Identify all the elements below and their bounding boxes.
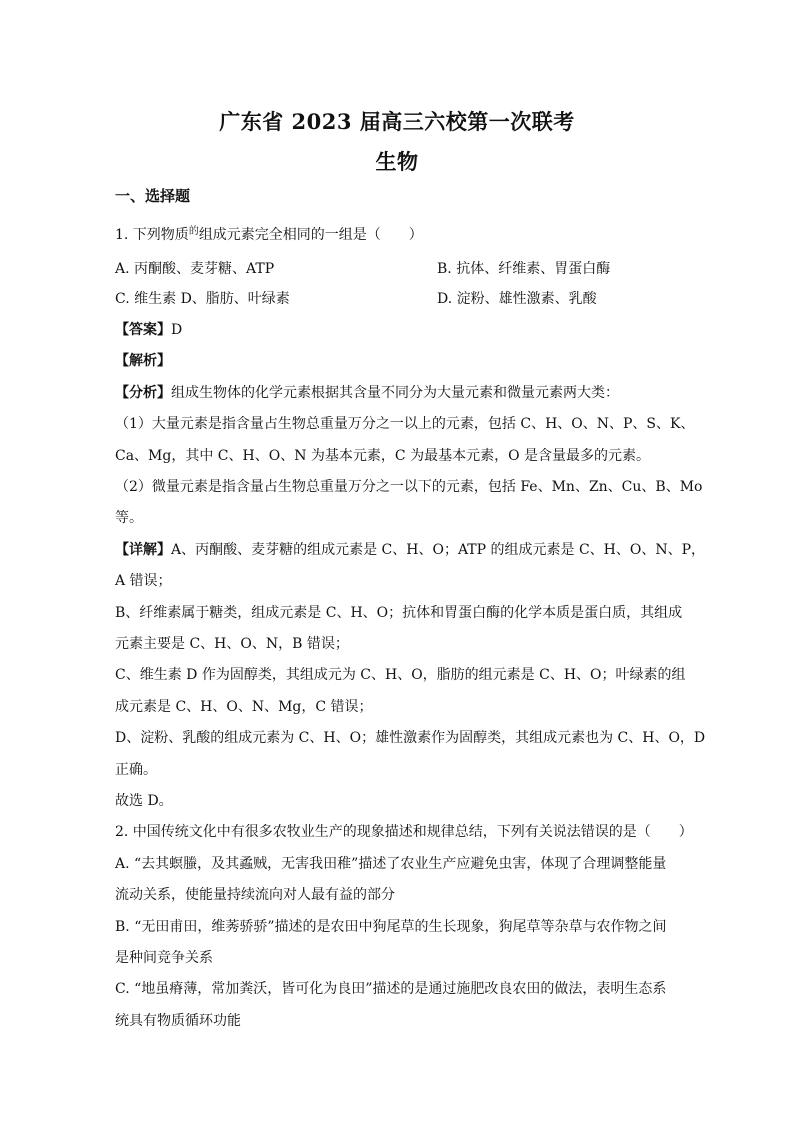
q1-xiangjie xyxy=(115,540,705,560)
q1-line-7: B、纤维素属于糖类，组成元素是 C、H、O；抗体和胃蛋白酶的化学本质是蛋白质，其组成 xyxy=(115,605,683,621)
q1-option-c: C. 维生素 D、脂肪、叶绿素 xyxy=(115,291,290,307)
q1-line-1: （1）大量元素是指含量占生物总重量万分之一以上的元素，包括 C、H、O、N、P、S、K、 xyxy=(115,416,695,432)
fenxi-tag: 【分析】 xyxy=(115,385,171,401)
q1-line-2: Ca、Mg，其中 C、H、O、N 为基本元素，C 为最基本元素，O 是含量最多的元素。 xyxy=(115,448,650,464)
q1-line-9: C、维生素 D 作为固醇类，其组成元为 C、H、O，脂肪的组元素是 C、H、O；叶绿素的组 xyxy=(115,667,686,683)
answer-tag: 【答案】 xyxy=(115,322,171,338)
answer-value: D xyxy=(171,322,183,338)
q1-line-6: A 错误； xyxy=(115,573,172,589)
section-heading: 一、选择题 xyxy=(115,187,191,205)
subject-title: 生物 xyxy=(375,149,419,174)
q1-option-b: B. 抗体、纤维素、胃蛋白酶 xyxy=(437,261,611,277)
q1-stem xyxy=(115,225,423,247)
q1-fenxi xyxy=(115,383,619,403)
xiangjie-text: A、丙酮酸、麦芽糖的组成元素是 C、H、O；ATP 的组成元素是 C、H、O、N、P， xyxy=(171,542,706,558)
q2-option-c-line-2: 统具有物质循环功能 xyxy=(115,1013,241,1029)
q1-line-4: 等。 xyxy=(115,510,143,526)
q1-line-11: D、淀粉、乳酸的组成元素为 C、H、O；雄性激素作为固醇类，其组成元素也为 C、H、O，D xyxy=(115,730,706,746)
fenxi-text: 组成生物体的化学元素根据其含量不同分为大量元素和微量元素两大类： xyxy=(171,385,619,401)
exam-title: 广东省 2023 届高三六校第一次联考 xyxy=(219,109,575,134)
xiangjie-tag: 【详解】 xyxy=(115,542,171,558)
analysis-tag: 【解析】 xyxy=(115,353,171,369)
q1-answer xyxy=(115,320,182,340)
q1-line-12: 正确。 xyxy=(115,762,157,778)
q2-option-b-line-2: 是种间竞争关系 xyxy=(115,950,213,966)
q1-line-13: 故选 D。 xyxy=(115,793,173,809)
q1-line-10: 成元素是 C、H、O、N、Mg，C 错误； xyxy=(115,699,373,715)
q2-stem: 2. 中国传统文化中有很多农牧业生产的现象描述和规律总结，下列有关说法错误的是（ ） xyxy=(115,824,693,840)
q1-line-3: （2）微量元素是指含量占生物总重量万分之一以下的元素，包括 Fe、Mn、Zn、Cu、B、Mo xyxy=(115,479,703,495)
q2-option-a-line-2: 流动关系，使能量持续流向对人最有益的部分 xyxy=(115,887,395,903)
q2-option-b-line-1: B. “无田甫田，维莠骄骄”描述的是农田中狗尾草的生长现象，狗尾草等杂草与农作物之间 xyxy=(115,919,667,935)
q2-option-c-line-1: C. “地虽瘠薄，常加粪沃，皆可化为良田”描述的是通过施肥改良农田的做法，表明生态系 xyxy=(115,981,667,997)
q2-option-a-line-1: A. “去其螟螣，及其蟊贼，无害我田稚”描述了农业生产应避免虫害，体现了合理调整能量 xyxy=(115,856,667,872)
q1-stem-part-a: 1. 下列物质 xyxy=(115,227,189,243)
q1-stem-superscript: 的 xyxy=(188,226,199,237)
q1-option-a: A. 丙酮酸、麦芽糖、ATP xyxy=(115,261,275,277)
q1-option-d: D. 淀粉、雄性激素、乳酸 xyxy=(437,291,597,307)
q1-stem-part-b: 组成元素完全相同的一组是（ ） xyxy=(198,227,423,243)
q1-line-8: 元素主要是 C、H、O、N，B 错误； xyxy=(115,636,349,652)
